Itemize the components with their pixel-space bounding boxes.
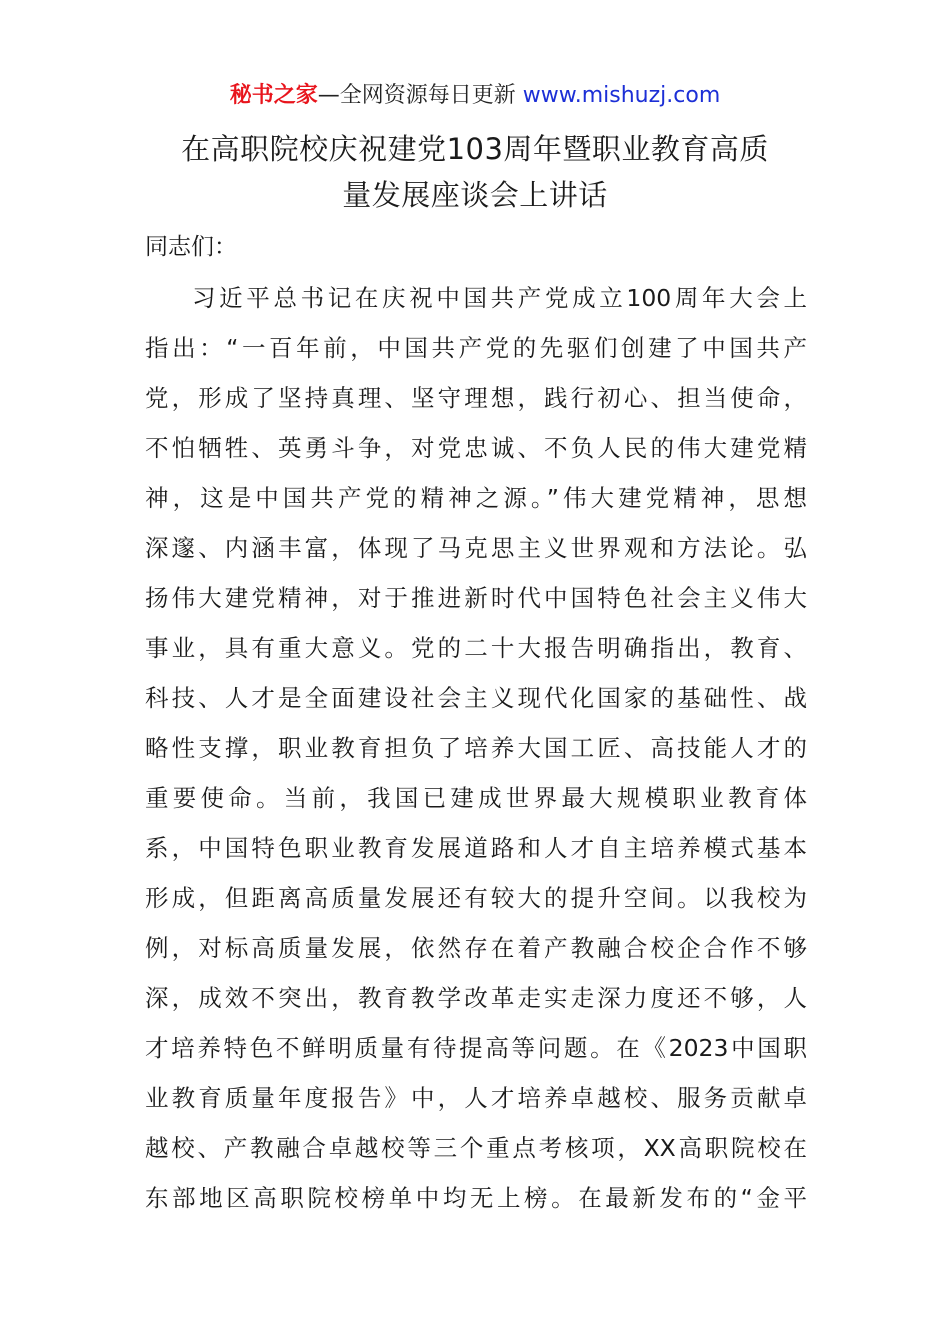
body-line: 系，中国特色职业教育发展道路和人才自主培养模式基本	[145, 834, 807, 862]
body-line: 略性支撑，职业教育担负了培养大国工匠、高技能人才的	[145, 734, 807, 762]
body-line: 习近平总书记在庆祝中国共产党成立100周年大会上	[192, 284, 807, 312]
body-line: 科技、人才是全面建设社会主义现代化国家的基础性、战	[145, 684, 807, 712]
title-line-1: 在高职院校庆祝建党103周年暨职业教育高质	[181, 132, 769, 166]
body-line: 党，形成了坚持真理、坚守理想，践行初心、担当使命，	[145, 384, 807, 412]
body-line: 东部地区高职院校榜单中均无上榜。在最新发布的“金平	[145, 1184, 807, 1212]
title-line-2: 量发展座谈会上讲话	[342, 178, 608, 212]
body-line: 形成，但距离高质量发展还有较大的提升空间。以我校为	[145, 884, 807, 912]
body-line: 业教育质量年度报告》中，人才培养卓越校、服务贡献卓	[145, 1084, 807, 1112]
body-line: 重要使命。当前，我国已建成世界最大规模职业教育体	[145, 784, 807, 812]
body-line: 深邃、内涵丰富，体现了马克思主义世界观和方法论。弘	[145, 534, 807, 562]
body-line: 事业，具有重大意义。党的二十大报告明确指出，教育、	[145, 634, 807, 662]
speech-body	[145, 278, 807, 1228]
document-title	[145, 126, 805, 218]
body-line: 神，这是中国共产党的精神之源。”伟大建党精神，思想	[145, 484, 807, 512]
body-line: 扬伟大建党精神，对于推进新时代中国特色社会主义伟大	[145, 584, 807, 612]
body-line: 才培养特色不鲜明质量有待提高等问题。在《2023中国职	[145, 1034, 807, 1062]
header-tagline: —全网资源每日更新	[317, 83, 516, 108]
body-line: 指出：“一百年前，中国共产党的先驱们创建了中国共产	[145, 334, 807, 362]
body-line: 不怕牺牲、英勇斗争，对党忠诚、不负人民的伟大建党精	[145, 434, 807, 462]
body-line: 例，对标高质量发展，依然存在着产教融合校企合作不够	[145, 934, 807, 962]
site-header	[0, 80, 950, 112]
salutation: 同志们：	[145, 234, 237, 260]
site-url-link[interactable]: www.mishuzj.com	[522, 83, 721, 108]
body-line: 深，成效不突出，教育教学改革走实走深力度还不够，人	[145, 984, 807, 1012]
body-line: 越校、产教融合卓越校等三个重点考核项，XX高职院校在	[145, 1134, 807, 1162]
brand-name: 秘书之家	[229, 83, 318, 108]
